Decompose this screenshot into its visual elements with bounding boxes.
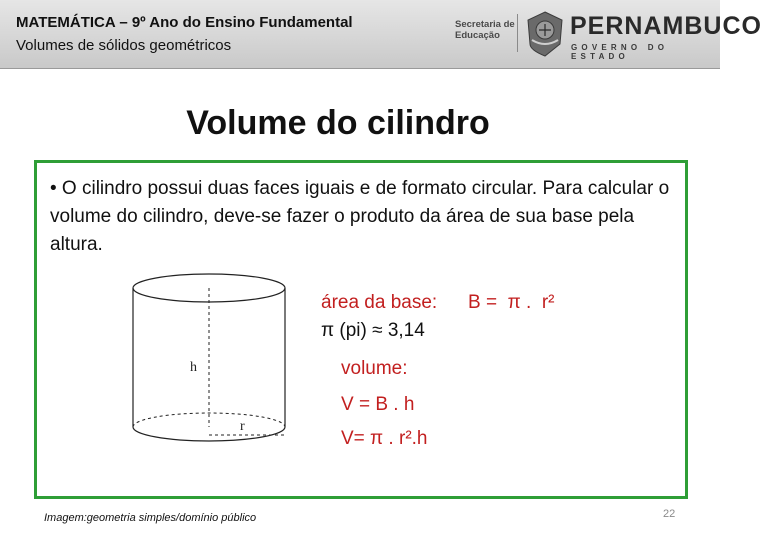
cylinder-figure (128, 270, 290, 450)
volume-formula-2: V= π . r².h (341, 428, 428, 449)
brand-subtitle: GOVERNO DO ESTADO (571, 43, 669, 61)
image-credit: Imagem:geometria simples/domínio público (44, 512, 257, 524)
volume-formula-1: V = B . h (341, 394, 415, 415)
secretaria-line2: Educação (455, 30, 500, 41)
page-number: 22 (663, 508, 676, 520)
brand-logo-text: PERNAMBUCO (570, 12, 762, 40)
course-title: MATEMÁTICA – 9º Ano do Ensino Fundamental (16, 14, 353, 31)
pi-approximation: π (pi) ≈ 3,14 (321, 320, 425, 341)
secretaria-label (455, 19, 515, 41)
area-label: área da base: (321, 292, 438, 313)
volume-label: volume: (341, 358, 408, 379)
area-formula: B = π . r² (468, 292, 555, 313)
state-seal-icon (524, 10, 566, 58)
slide-title: Volume do cilindro (186, 104, 490, 142)
logo-divider (517, 14, 518, 52)
header-bar (0, 0, 762, 69)
course-subtitle: Volumes de sólidos geométricos (16, 37, 232, 54)
height-label: h (190, 360, 197, 375)
radius-label: r (240, 419, 245, 434)
secretaria-line1: Secretaria de (455, 19, 515, 30)
bullet-text: • O cilindro possui duas faces iguais e de formato circular. Para calcular o volume do cilindro, deve-se fazer o produto da área de sua base pela altura. (50, 178, 670, 255)
